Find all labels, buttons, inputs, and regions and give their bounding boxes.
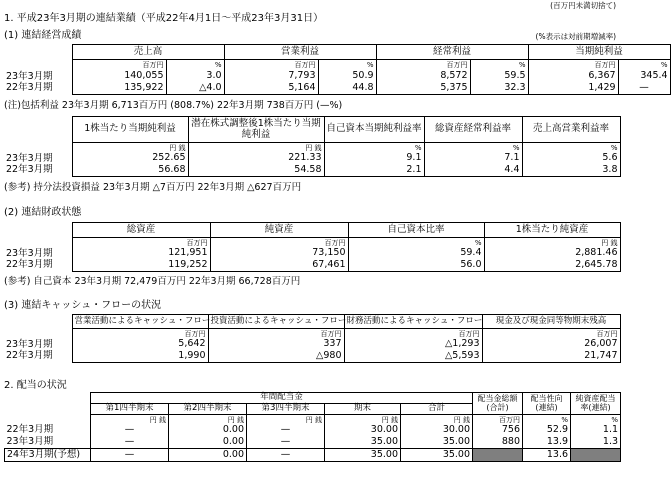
blank-cell [4,45,72,60]
header-financing-cf: 財務活動によるキャッシュ・フロー [344,315,482,329]
cell-value: — [618,83,670,95]
header-payout-ratio: 配当性向(連結) [523,393,571,415]
cell-value: — [247,425,325,437]
cell-value: 5,642 [72,339,208,351]
cell-value: 67,461 [210,260,348,272]
unit-pct: % [618,60,670,71]
cell-value: 52.9 [523,425,571,437]
row-label: 22年3月期 [6,82,53,94]
cell-value: 56.0 [348,260,484,272]
cell-value: △980 [208,351,344,363]
cell-value: 9.1 [324,153,424,165]
cell-value: 121,951 [72,248,210,260]
row-label: 23年3月期 [6,338,53,350]
blank-cell [4,223,72,238]
unit-million: 百万円 [344,329,482,339]
cell-value: 26,007 [482,339,620,351]
header-equity-ratio: 自己資本比率 [348,223,484,238]
cell-value: 13.9 [523,437,571,449]
header-roe: 自己資本当期純利益率 [324,117,424,143]
cell-value: 30.00 [401,425,473,437]
cell-value: 252.65 [72,153,188,165]
unit-million: 百万円 [72,60,166,71]
unit-pct: % [571,415,621,425]
header-net-income: 当期純利益 [528,45,670,60]
header-total: 合計 [401,404,473,415]
per-share-table [4,116,621,177]
cell-value: 35.00 [325,437,401,449]
unit-pct: % [318,60,376,71]
header-ordinary-income: 経常利益 [376,45,528,60]
cell-value: 1,429 [528,83,618,95]
header-diluted-eps: 潜在株式調整後1株当たり当期純利益 [188,117,324,143]
cell-value: 756 [473,425,523,437]
cell-value: 54.58 [188,165,324,177]
header-total-assets: 総資産 [72,223,210,238]
header-operating-cf: 営業活動によるキャッシュ・フロー [72,315,208,329]
header-margin: 売上高営業利益率 [522,117,620,143]
cell-value: 337 [208,339,344,351]
cell-value: 2.1 [324,165,424,177]
unit-million: 百万円 [376,60,470,71]
cell-value: 7.1 [424,153,522,165]
cell-value: 35.00 [401,437,473,449]
cell-value: △5,593 [344,351,482,363]
unit-pct: % [522,143,620,153]
cell-value: 3.0 [166,71,224,83]
header-investing-cf: 投資活動によるキャッシュ・フロー [208,315,344,329]
blank-cell [4,315,72,329]
cell-value: 1.1 [571,425,621,437]
header-dividend-ratio: 純資産配当率(連結) [571,393,621,415]
cell-value: 4.4 [424,165,522,177]
section-title-financial: (2) 連結財政状態 [4,207,82,218]
blank-cell [4,117,72,143]
unit-pct: % [324,143,424,153]
row-label: 23年3月期 [6,70,53,82]
unit-million: 百万円 [208,329,344,339]
header-annual-dividend: 年間配当金 [91,393,473,404]
unit-million: 百万円 [224,60,318,71]
blank-cell [5,393,91,415]
header-sales: 売上高 [72,45,224,60]
unit-yen: 円 銭 [169,415,247,425]
comprehensive-income-note: (注)包括利益 23年3月期 6,713百万円 (808.7%) 22年3月期 738百万円 (—%) [4,100,343,111]
shaded-cell [571,449,621,462]
cell-value: △1,293 [344,339,482,351]
header-q3: 第3四半期末 [247,404,325,415]
financial-position-table [4,222,621,272]
cell-value: 1,990 [72,351,208,363]
unit-pct: % [166,60,224,71]
unit-million: 百万円 [210,238,348,248]
results-table [4,44,671,95]
cell-value: 1.3 [571,437,621,449]
cell-value: 0.00 [169,437,247,449]
pct-note: (%表示は対前期増減率) [535,32,616,41]
row-label: 23年3月期 [6,247,53,259]
cell-value: — [91,437,169,449]
cell-value: 345.4 [618,71,670,83]
unit-million: 百万円 [482,329,620,339]
row-label: 23年3月期 [6,435,54,447]
cell-value: 0.00 [169,449,247,462]
cell-value: 35.00 [401,449,473,462]
cell-value: 73,150 [210,248,348,260]
section-title-results: (1) 連結経営成績 [4,30,82,41]
header-eps: 1株当たり当期純利益 [72,117,188,143]
section-title-dividends: 2. 配当の状況 [4,380,67,391]
unit-pct: % [424,143,522,153]
unit-yen: 円 銭 [401,415,473,425]
blank-cell [5,415,91,425]
cell-value: 8,572 [376,71,470,83]
equity-method-note: (参考) 持分法投資損益 23年3月期 △7百万円 22年3月期 △627百万円 [4,182,302,193]
cell-value: — [91,425,169,437]
header-net-assets: 純資産 [210,223,348,238]
cell-value: 221.33 [188,153,324,165]
shaded-cell [473,449,523,462]
row-label: 22年3月期 [6,350,53,362]
header-operating-income: 営業利益 [224,45,376,60]
document-title: 1. 平成23年3月期の連結業績（平成22年4月1日～平成23年3月31日） [4,13,324,24]
cell-value: 880 [473,437,523,449]
cell-value: 2,645.78 [484,260,620,272]
cell-value: 6,367 [528,71,618,83]
unit-yen: 円 銭 [247,415,325,425]
cell-value: 35.00 [325,449,401,462]
header-cash-balance: 現金及び現金同等物期末残高 [482,315,620,329]
dividends-table [4,392,621,462]
unit-yen: 円 銭 [72,143,188,153]
cell-value: — [247,437,325,449]
cell-value: 13.6 [523,449,571,462]
cell-value: 7,793 [224,71,318,83]
unit-yen: 円 銭 [325,415,401,425]
row-label: 22年3月期 [6,259,53,271]
cell-value: 119,252 [72,260,210,272]
cell-value: 32.3 [470,83,528,95]
cell-value: 59.5 [470,71,528,83]
cell-value: 59.4 [348,248,484,260]
section-title-cashflow: (3) 連結キャッシュ・フローの状況 [4,300,162,311]
unit-yen: 円 銭 [91,415,169,425]
header-roa: 総資産経常利益率 [424,117,522,143]
row-label: 22年3月期 [6,164,53,176]
cell-value: 2,881.46 [484,248,620,260]
header-bps: 1株当たり純資産 [484,223,620,238]
cashflow-table [4,314,621,363]
cell-value: △4.0 [166,83,224,95]
unit-million: 百万円 [473,415,523,425]
cell-value: — [247,449,325,462]
header-q2: 第2四半期末 [169,404,247,415]
row-label-forecast: 24年3月期(予想) [5,449,91,462]
row-label: 22年3月期 [6,424,54,436]
cell-value: 5,164 [224,83,318,95]
unit-yen: 円 銭 [188,143,324,153]
cell-value: — [91,449,169,462]
unit-note: (百万円未満切捨て) [550,1,616,10]
cell-value: 56.68 [72,165,188,177]
unit-pct: % [523,415,571,425]
cell-value: 30.00 [325,425,401,437]
cell-value: 140,055 [72,71,166,83]
cell-value: 50.9 [318,71,376,83]
unit-pct: % [470,60,528,71]
equity-note: (参考) 自己資本 23年3月期 72,479百万円 22年3月期 66,728百万円 [4,276,301,287]
cell-value: 135,922 [72,83,166,95]
cell-value: 0.00 [169,425,247,437]
cell-value: 5.6 [522,153,620,165]
unit-yen: 円 銭 [484,238,620,248]
cell-value: 5,375 [376,83,470,95]
cell-value: 21,747 [482,351,620,363]
header-dividend-total: 配当金総額(合計) [473,393,523,415]
cell-value: 44.8 [318,83,376,95]
unit-million: 百万円 [528,60,618,71]
unit-million: 百万円 [72,329,208,339]
header-q1: 第1四半期末 [91,404,169,415]
row-label: 23年3月期 [6,152,53,164]
cell-value: 3.8 [522,165,620,177]
unit-pct: % [348,238,484,248]
unit-million: 百万円 [72,238,210,248]
header-year-end: 期末 [325,404,401,415]
